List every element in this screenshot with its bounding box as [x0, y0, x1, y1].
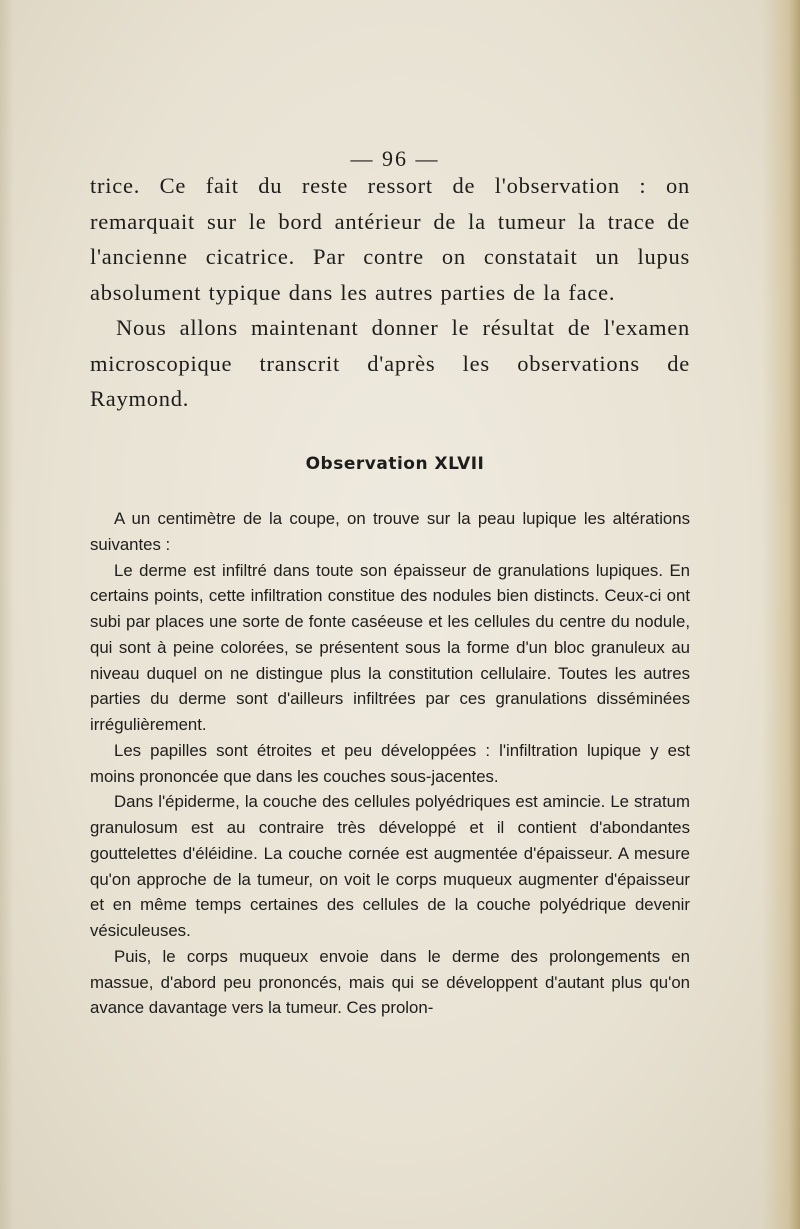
observation-paragraph-1: A un centimètre de la coupe, on trouve sur la peau lupique les altérations suivantes :: [90, 509, 690, 554]
page-edge-shadow-right: [762, 0, 800, 1229]
intro-paragraph-2: Nous allons maintenant donner le résultat de l'examen microscopique transcrit d'après les observations de Raymond.: [90, 315, 690, 411]
page-edge-shadow-left: [0, 0, 14, 1229]
observation-paragraph-5: Puis, le corps muqueux envoie dans le derme des prolongements en massue, d'abord peu prononcés, mais qui se développent d'autant plus qu'on avance davantage vers la tumeur. Ces prolon-: [90, 946, 690, 1018]
observation-body: [90, 506, 690, 1021]
intro-text: [90, 168, 690, 417]
observation-paragraph-4: Dans l'épiderme, la couche des cellules polyédriques est amincie. Le stratum granulosum est au contraire très développé et il contient d'abondantes gouttelettes d'éléidine. La couche cornée est augmentée d'épaisseur. A mesure qu'on approche de la tumeur, on voit le corps muqueux augmenter d'épaisseur et en même temps certaines des cellules de la couche polyédrique devenir vésiculeuses.: [90, 792, 690, 940]
observation-paragraph-3: Les papilles sont étroites et peu développées : l'infiltration lupique y est moins prononcée que dans les couches sous-jacentes.: [90, 740, 690, 786]
intro-paragraph-1: trice. Ce fait du reste ressort de l'observation : on remarquait sur le bord antérieur de la tumeur la trace de l'ancienne cicatrice. Par contre on constatait un lupus absolument typique dans les autres parties de la face.: [90, 173, 690, 305]
observation-paragraph-2: Le derme est infiltré dans toute son épaisseur de granulations lupiques. En certains points, cette infiltration constitue des nodules bien distincts. Ceux-ci ont subi par places une sorte de fonte caséeuse et les cellules du centre du nodule, qui sont à peine colorées, se présentent sous la forme d'un bloc granuleux au niveau duquel on ne distingue plus la constitution cellulaire. Toutes les autres parties du derme sont d'ailleurs infiltrées par ces granulations disséminées irrégulièrement.: [90, 560, 690, 734]
observation-heading: Observation XLVII: [305, 454, 485, 474]
page-number: — 96 —: [350, 146, 440, 171]
